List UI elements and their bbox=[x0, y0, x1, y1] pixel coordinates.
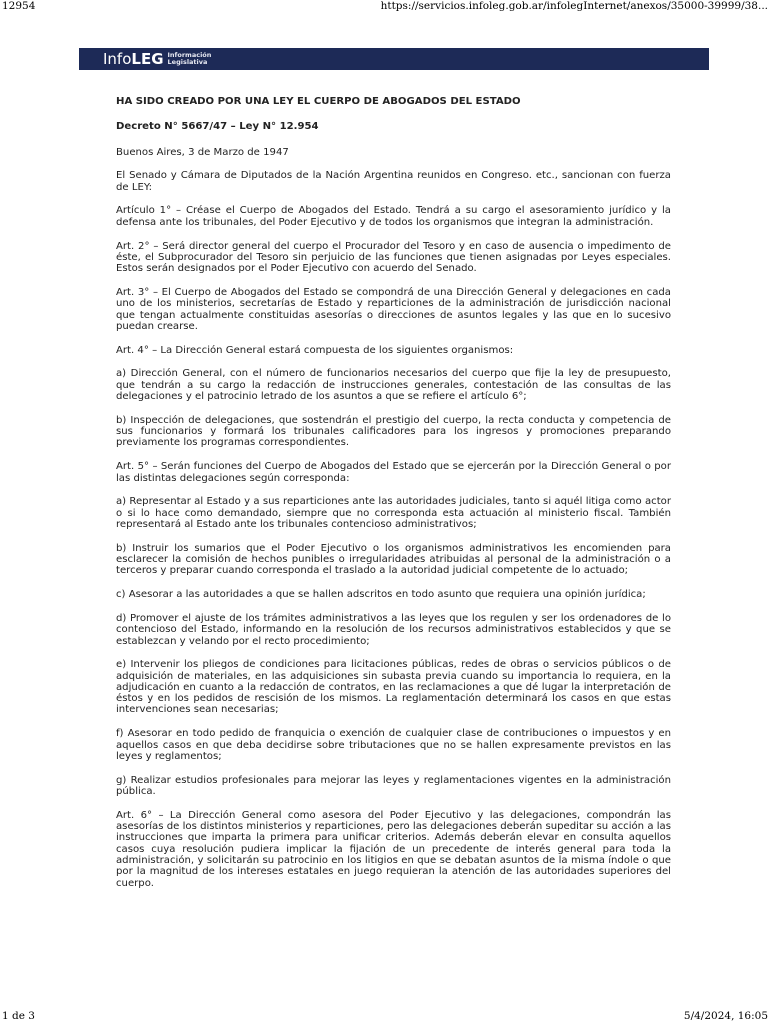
paragraph-article-5-f: f) Asesorar en todo pedido de franquicia o exención de cualquier clase de contribuciones o impuestos y en aquellos casos en que deba decidirse sobre tributaciones que no se hallen expresamente previstos en las leyes y reglamentos; bbox=[116, 728, 671, 762]
paragraph-enacting-clause: El Senado y Cámara de Diputados de la Nación Argentina reunidos en Congreso. etc., sancionan con fuerza de LEY: bbox=[116, 170, 671, 193]
paragraph-article-3: Art. 3° – El Cuerpo de Abogados del Estado se compondrá de una Dirección General y delegaciones en cada uno de los ministerios, secretarías de Estado y reparticiones de la administración de jurisdicción nacional que tengan actualmente constituidas asesorías o direcciones de asuntos legales y las que en lo sucesivo puedan crearse. bbox=[116, 286, 671, 332]
logo-wordmark bbox=[103, 50, 164, 68]
paragraph-article-2: Art. 2° – Será director general del cuerpo el Procurador del Tesoro y en caso de ausencia o impedimento de éste, el Subprocurador del Tesoro sin perjuicio de las funciones que tienen asignadas por Leyes especiales. Estos serán designados por el Poder Ejecutivo con acuerdo del Senado. bbox=[116, 240, 671, 275]
decree-heading: Decreto N° 5667/47 – Ley N° 12.954 bbox=[116, 121, 319, 133]
paragraph-article-5: Art. 5° – Serán funciones del Cuerpo de Abogados del Estado que se ejercerán por la Dirección General o por las distintas delegaciones según corresponda: bbox=[116, 461, 671, 484]
logo-info: Info bbox=[103, 50, 132, 68]
paragraph-article-4-b: b) Inspección de delegaciones, que sostendrán el prestigio del cuerpo, la recta conducta y competencia de sus funcionarios y formará los tribunales calificadores para los ingresos y promociones preparando previamente los programas correspondientes. bbox=[116, 414, 671, 449]
document-title: HA SIDO CREADO POR UNA LEY EL CUERPO DE ABOGADOS DEL ESTADO bbox=[116, 96, 521, 107]
paragraph-article-1: Artículo 1° – Créase el Cuerpo de Abogados del Estado. Tendrá a su cargo el asesoramiento jurídico y la defensa ante los tribunales, del Poder Ejecutivo y de todos los organismos que integran la administración. bbox=[116, 205, 671, 228]
paragraph-article-4: Art. 4° – La Dirección General estará compuesta de los siguientes organismos: bbox=[116, 344, 514, 356]
paragraph-article-5-g: g) Realizar estudios profesionales para mejorar las leyes y reglamentaciones vigentes en la administración pública. bbox=[116, 774, 671, 797]
paragraph-article-5-e: e) Intervenir los pliegos de condiciones para licitaciones públicas, redes de obras o servicios públicos o de adquisición de materiales, en las adquisiciones sin subasta previa cuando su importancia lo requiera, en la adjudicación en cuanto a la redacción de contratos, en las reclamaciones a que dé lugar la interpretación de éstos y en los pedidos de rescisión de los mismos. La reglamentación determinará los casos en que estas intervenciones sean necesarias; bbox=[116, 659, 671, 716]
logo-subtitle-line1: Información bbox=[167, 51, 212, 59]
infoleg-banner bbox=[79, 48, 709, 70]
print-header bbox=[0, 0, 768, 14]
paragraph-article-5-a: a) Representar al Estado y a sus reparticiones ante las autoridades judiciales, tanto si aquél litiga como actor o si lo hace como demandado, siempre que no corresponda esta actuación al ministerio fiscal. También representará al Estado ante los tribunales contencioso administrativos; bbox=[116, 496, 671, 530]
document-body bbox=[116, 96, 671, 901]
paragraph-date: Buenos Aires, 3 de Marzo de 1947 bbox=[116, 146, 289, 158]
paragraph-article-5-d: d) Promover el ajuste de los trámites administrativos a las leyes que los regulen y ser los ordenadores de lo contencioso del Estado, informando en la resolución de los recursos administrativos establecidos y que se establezcan y velando por el recto procedimiento; bbox=[116, 612, 671, 647]
print-header-url[interactable]: https://servicios.infoleg.gob.ar/infolegInternet/anexos/35000-39999/38... bbox=[380, 0, 768, 12]
print-footer bbox=[0, 1010, 768, 1024]
paragraph-article-5-c: c) Asesorar a las autoridades a que se hallen adscritos en todo asunto que requiera una opinión jurídica; bbox=[116, 589, 646, 601]
logo-subtitle bbox=[168, 52, 212, 66]
page-counter: 1 de 3 bbox=[2, 1010, 35, 1022]
logo-leg: LEG bbox=[131, 50, 164, 68]
print-header-doc-number: 12954 bbox=[2, 0, 36, 12]
print-timestamp: 5/4/2024, 16:05 bbox=[683, 1010, 768, 1022]
paragraph-article-4-a: a) Dirección General, con el número de funcionarios necesarios del cuerpo que fije la ley de presupuesto, que tendrán a su cargo la redacción de instrucciones generales, contestación de las consultas de las delegaciones y el patrocinio letrado de los asuntos a que se refiere el artículo 6°; bbox=[116, 368, 671, 403]
infoleg-logo[interactable] bbox=[103, 50, 211, 68]
paragraph-article-6: Art. 6° – La Dirección General como asesora del Poder Ejecutivo y las delegaciones, compondrán las asesorías de los distintos ministerios y reparticiones, pero las delegaciones deberán supeditar su acción a las instrucciones que imparta la primera para unificar criterios. Además deberán elevar en consulta aquellos casos cuya resolución pudiera implicar la fijación de un precedente de interés general para toda la administración, y solicitarán su patrocinio en los litigios en que se debatan asuntos de la misma índole o que por la magnitud de los intereses estatales en juego requieran la atención de las autoridades superiores del cuerpo. bbox=[116, 809, 671, 889]
logo-subtitle-line2: Legislativa bbox=[167, 58, 208, 66]
paragraph-article-5-b: b) Instruir los sumarios que el Poder Ejecutivo o los organismos administrativos les encomienden para esclarecer la comisión de hechos punibles o irregularidades atribuidas al personal de la administración o a terceros y preparar cuando corresponda el traslado a la autoridad judicial competente de lo actuado; bbox=[116, 542, 671, 577]
